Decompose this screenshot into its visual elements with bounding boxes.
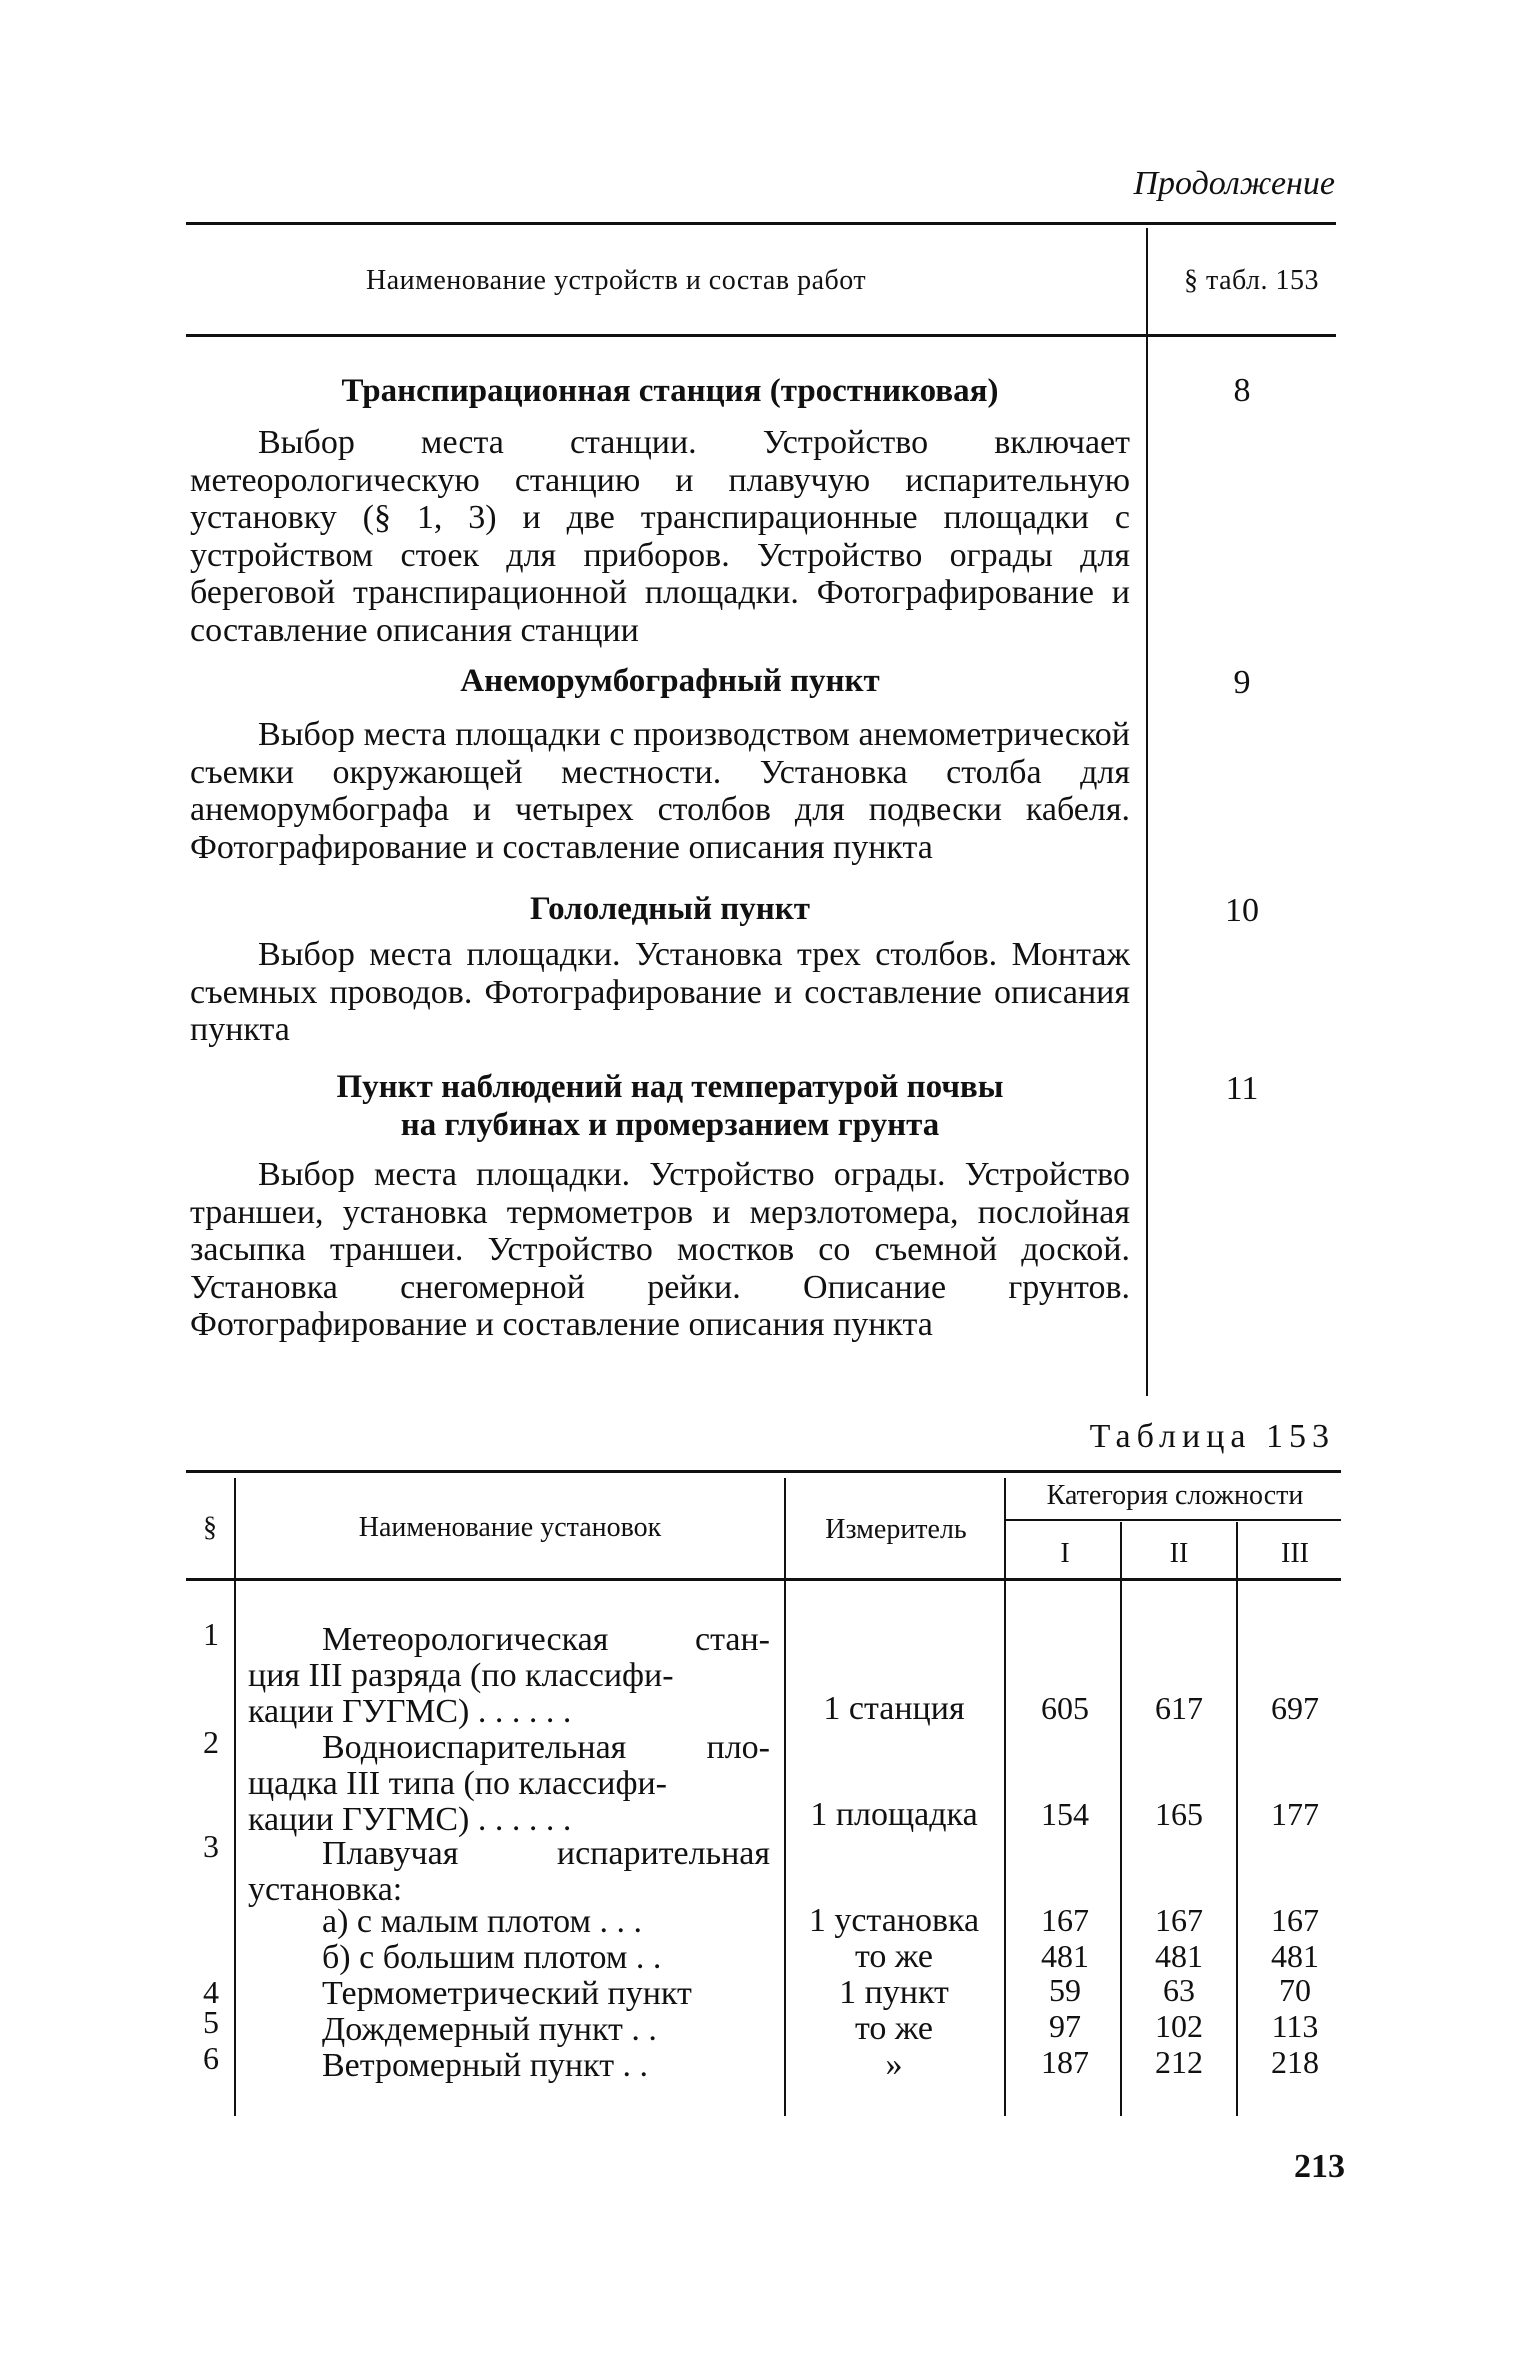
table2-row5-cat2: 102 — [1155, 2008, 1203, 2044]
table2-header-num: § — [203, 1512, 217, 1543]
table2-row6-unit: » — [885, 2046, 903, 2083]
table2-row3a-name: а) с малым плотом . . . — [322, 1903, 642, 1940]
ref-soil-temperature: 11 — [1225, 1070, 1259, 1107]
table2-header-cat1: I — [1060, 1538, 1070, 1569]
table2-divider-cat2 — [1236, 1522, 1238, 2116]
table2-row3b-unit: то же — [854, 1938, 934, 1975]
table2-header-rule — [186, 1578, 1341, 1581]
table2-row1-cat1: 605 — [1041, 1690, 1089, 1726]
table2-row2-name-l3: кации ГУГМС) . . . . . . — [248, 1801, 572, 1838]
table2-category-rule — [1006, 1519, 1341, 1521]
table2-row6-name: Ветромерный пункт . . — [322, 2047, 649, 2084]
section-title-soil-temperature — [190, 1068, 1150, 1144]
ref-transpiration-station: 8 — [1233, 372, 1251, 409]
table2-row1-unit: 1 станция — [823, 1690, 965, 1727]
table2-row5-name: Дождемерный пункт . . — [322, 2011, 657, 2048]
table2-row4-cat3: 70 — [1279, 1972, 1311, 2008]
table1-header-ref: § табл. 153 — [1184, 265, 1320, 296]
table2-row5-num: 5 — [203, 2004, 219, 2040]
table2-divider-unit — [1004, 1478, 1006, 2116]
table2-row2-cat1: 154 — [1041, 1796, 1089, 1832]
ref-ice-point: 10 — [1225, 892, 1259, 929]
table2-row4-cat1: 59 — [1049, 1972, 1081, 2008]
table2-row3b-cat1: 481 — [1041, 1938, 1089, 1974]
table2-header-cat3: III — [1281, 1538, 1309, 1569]
table2-row6-cat3: 218 — [1271, 2044, 1319, 2080]
section-title-soil-temperature-line1: Пункт наблюдений над температурой почвы — [336, 1069, 1004, 1105]
table2-row1-num: 1 — [203, 1616, 219, 1652]
table2-row3a-cat1: 167 — [1041, 1902, 1089, 1938]
section-title-anemorumbograph: Анеморумбографный пункт — [460, 663, 880, 699]
table1-header-rule — [186, 334, 1336, 337]
table2-divider-num — [234, 1478, 236, 2116]
table2-row3b-name: б) с большим плотом . . — [322, 1939, 662, 1976]
table2-header-cat2: II — [1169, 1538, 1189, 1569]
table2-row1-cat3: 697 — [1271, 1690, 1319, 1726]
table2-row3b-cat2: 481 — [1155, 1938, 1203, 1974]
table2-row3b-cat3: 481 — [1271, 1938, 1319, 1974]
table2-row6-num: 6 — [203, 2040, 219, 2076]
table2-row2-name-l1: Водноиспарительная пло- — [322, 1729, 770, 1766]
table2-row4-name: Термометрический пункт — [322, 1975, 692, 2012]
table2-row5-cat1: 97 — [1049, 2008, 1081, 2044]
table2-row1-name — [248, 1622, 770, 1730]
continuation-label: Продолжение — [1133, 165, 1335, 202]
table2-row2-name-l2: щадка III типа (по классифи- — [248, 1765, 667, 1802]
page-number: 213 — [1294, 2148, 1345, 2185]
table2-row1-name-l3: кации ГУГМС) . . . . . . — [248, 1693, 572, 1730]
table2-row5-cat3: 113 — [1271, 2008, 1319, 2044]
section-title-soil-temperature-line2: на глубинах и промерзанием грунта — [400, 1107, 940, 1143]
table2-row2-cat2: 165 — [1155, 1796, 1203, 1832]
table1-top-rule — [186, 222, 1336, 225]
table2-row1-name-l2: ция III разряда (по классифи- — [248, 1657, 674, 1694]
table2-top-rule — [186, 1470, 1341, 1473]
text-soil-temperature: Выбор места площадки. Устройство ограды. Устройство траншеи, установка термометров и мерзлотомера, послойная засыпка траншеи. Устройство мостков со съемной доской. Установка снегомерной рейки. Описание грунтов. Фотографирование и составление описания пункта — [190, 1156, 1130, 1343]
table2-row2-num: 2 — [203, 1724, 219, 1760]
text-ice-point: Выбор места площадки. Установка трех столбов. Монтаж съемных проводов. Фотографирование и составление описания пункта — [190, 936, 1130, 1048]
table2-header-category: Категория сложности — [1046, 1480, 1304, 1511]
table2-row2-name — [248, 1730, 770, 1838]
table2-row3-num: 3 — [203, 1828, 219, 1864]
table2-row3-name — [248, 1836, 770, 1908]
table1-header-name: Наименование устройств и состав работ — [366, 265, 867, 296]
table2-row2-cat3: 177 — [1271, 1796, 1319, 1832]
table2-row1-cat2: 617 — [1155, 1690, 1203, 1726]
table2-row1-name-l1: Метеорологическая стан- — [322, 1621, 770, 1658]
table2-row3-name-l1: Плавучая испарительная — [322, 1835, 770, 1872]
table2-row3a-cat3: 167 — [1271, 1902, 1319, 1938]
table2-divider-cat1 — [1120, 1522, 1122, 2116]
section-title-ice-point: Гололедный пункт — [530, 891, 810, 927]
table2-row6-cat2: 212 — [1155, 2044, 1203, 2080]
ref-anemorumbograph: 9 — [1233, 664, 1251, 701]
section-title-transpiration-station: Транспирационная станция (тростниковая) — [341, 373, 999, 409]
table2-row3a-unit: 1 установка — [808, 1902, 980, 1939]
table2-row4-num: 4 — [203, 1974, 219, 2010]
table2-row4-unit: 1 пункт — [839, 1974, 949, 2011]
table2-header-name: Наименование установок — [358, 1512, 662, 1543]
text-anemorumbograph: Выбор места площадки с производством анемометрической съемки окружающей местности. Установка столба для анеморумбографа и четырех столбов для подвески кабеля. Фотографирование и составление описания пункта — [190, 716, 1130, 866]
table2-header-unit: Измеритель — [825, 1514, 967, 1545]
table2-row3a-cat2: 167 — [1155, 1902, 1203, 1938]
table2-title: Таблица 153 — [1089, 1418, 1335, 1455]
table2-row4-cat2: 63 — [1163, 1972, 1195, 2008]
text-transpiration-station: Выбор места станции. Устройство включает метеорологическую станцию и плавучую испарительную установку (§ 1, 3) и две транспирационные площадки с устройством стоек для приборов. Устройство ограды для береговой транспирационной площадки. Фотографирование и составление описания станции — [190, 424, 1130, 649]
table2-row5-unit: то же — [854, 2010, 934, 2047]
table2-row3-name-l2: установка: — [248, 1871, 403, 1908]
table2-row2-unit: 1 площадка — [810, 1796, 978, 1833]
table2-row6-cat1: 187 — [1041, 2044, 1089, 2080]
